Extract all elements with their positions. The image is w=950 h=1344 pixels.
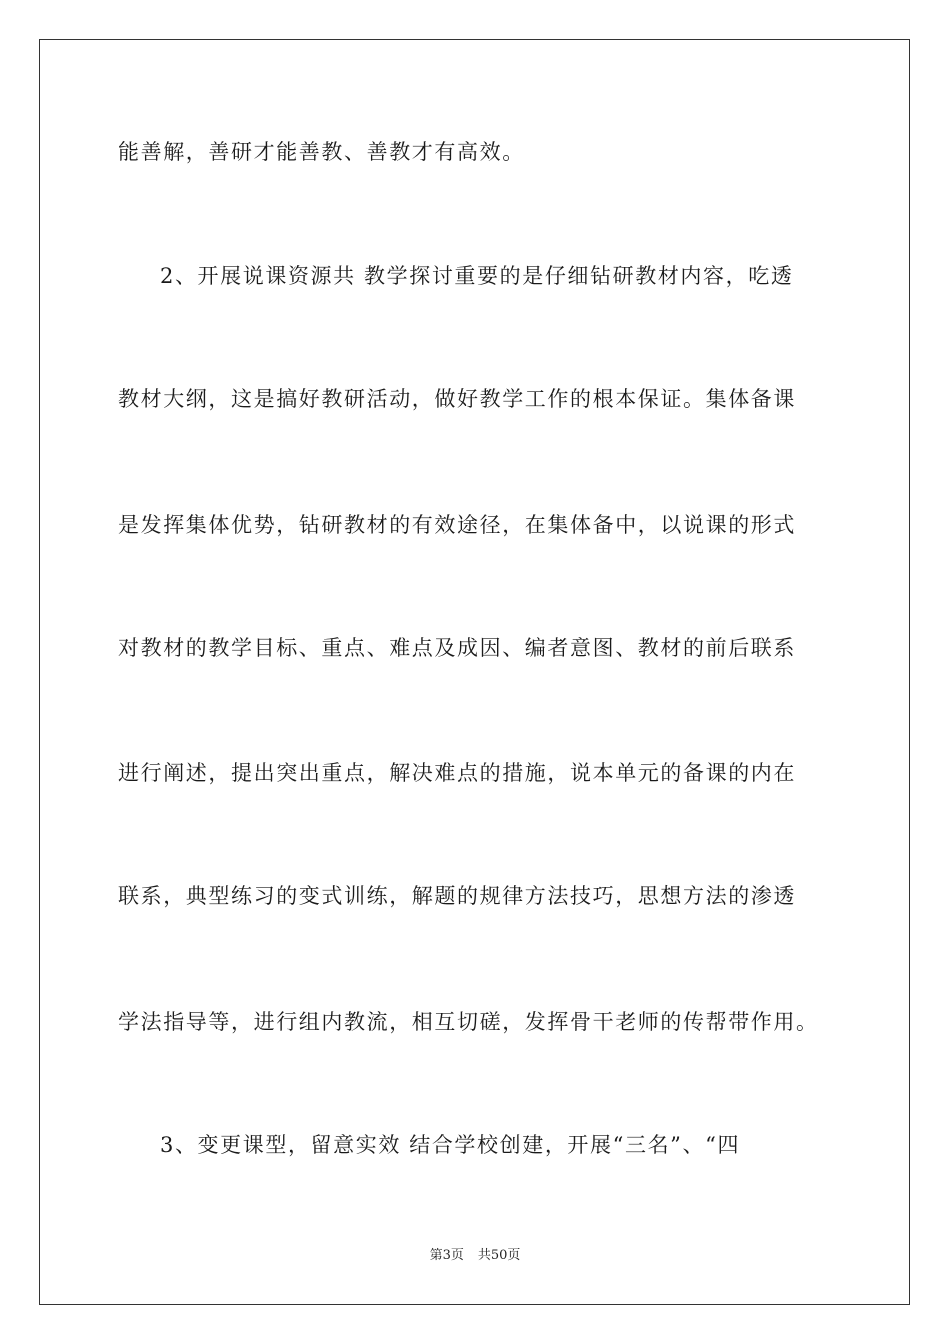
page-border bbox=[39, 39, 910, 1305]
paragraph-line-9: 3、变更课型，留意实效 结合学校创建，开展“三名”、“四 bbox=[160, 1133, 741, 1157]
paragraph-line-6: 进行阐述，提出突出重点，解决难点的措施，说本单元的备课的内在 bbox=[118, 761, 796, 785]
paragraph-line-1: 能善解，善研才能善教、善教才有高效。 bbox=[118, 140, 525, 164]
paragraph-line-4: 是发挥集体优势，钻研教材的有效途径，在集体备中，以说课的形式 bbox=[118, 513, 796, 537]
paragraph-line-8: 学法指导等，进行组内教流，相互切磋，发挥骨干老师的传帮带作用。 bbox=[118, 1010, 819, 1034]
paragraph-line-2: 2、开展说课资源共 教学探讨重要的是仔细钻研教材内容，吃透 bbox=[160, 264, 794, 288]
paragraph-line-3: 教材大纲，这是搞好教研活动，做好教学工作的根本保证。集体备课 bbox=[118, 387, 796, 411]
paragraph-line-5: 对教材的教学目标、重点、难点及成因、编者意图、教材的前后联系 bbox=[118, 636, 796, 660]
page-footer bbox=[0, 1247, 950, 1265]
page-number: 第3页 bbox=[429, 1248, 464, 1263]
total-pages: 共50页 bbox=[477, 1248, 521, 1263]
paragraph-line-7: 联系，典型练习的变式训练，解题的规律方法技巧，思想方法的渗透 bbox=[118, 884, 796, 908]
